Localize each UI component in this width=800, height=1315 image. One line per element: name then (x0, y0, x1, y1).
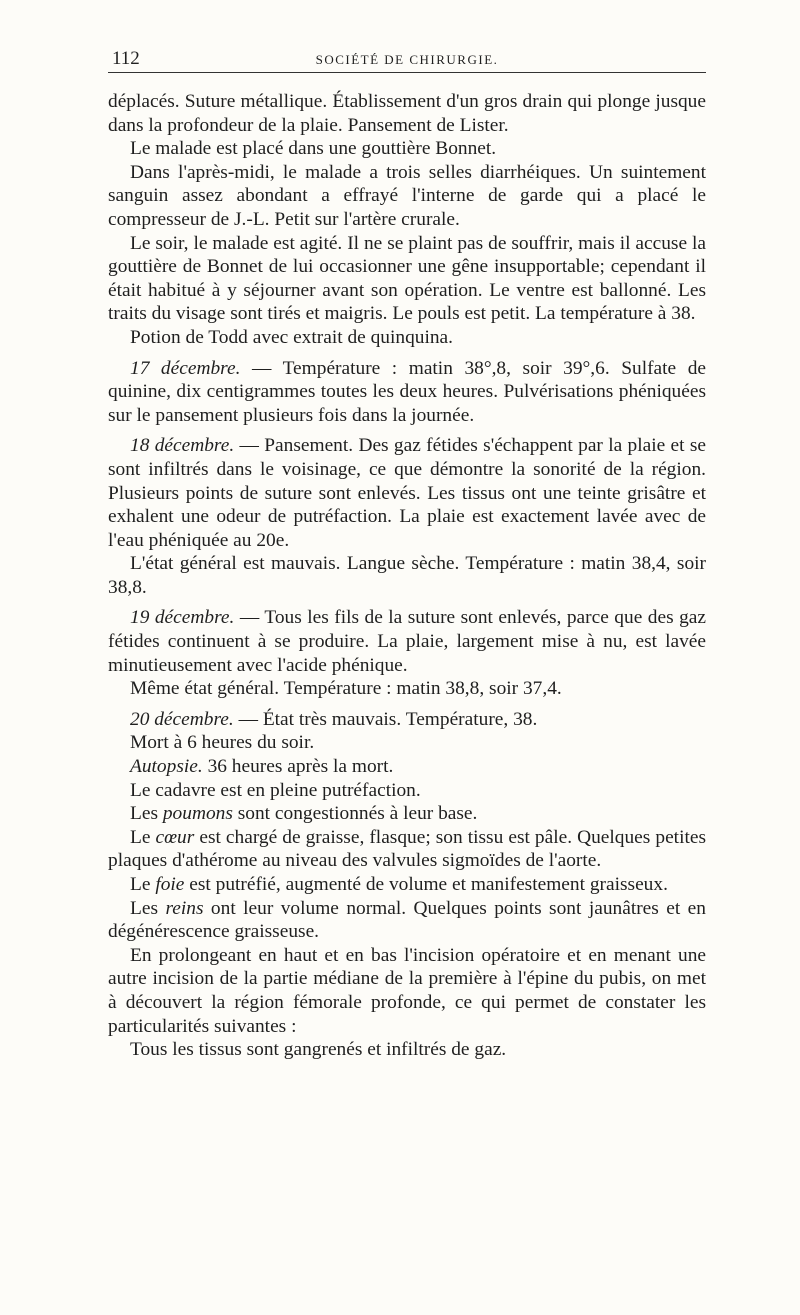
paragraph: Le soir, le malade est agité. Il ne se plaint pas de souffrir, mais il accuse la gouttière de Bonnet de lui occasionner une gêne insupportable; cependant il était habitué à y séjourner avant son opération. Le ventre est ballonné. Les traits du visage sont tirés et maigris. Le pouls est petit. La température à 38. (108, 232, 706, 325)
autopsy-label: Autopsie. (130, 756, 203, 778)
paragraph: L'état général est mauvais. Langue sèche. Température : matin 38,4, soir 38,8. (108, 553, 706, 598)
dated-entry: 20 décembre. — État très mauvais. Température, 38. (130, 708, 538, 730)
entry-date: 17 décembre. (130, 357, 241, 379)
paragraph: Les reins ont leur volume normal. Quelques points sont jaunâtres et en dégénérescence graisseuse. (108, 897, 706, 943)
organ-term: foie (155, 874, 185, 895)
running-header (108, 38, 706, 73)
running-title: SOCIÉTÉ DE CHIRURGIE. (315, 52, 499, 67)
paragraph: Potion de Todd avec extrait de quinquina. (130, 326, 454, 348)
paragraph: Mort à 6 heures du soir. (130, 732, 315, 754)
dated-entry: 17 décembre. — Température : matin 38°,8, soir 39°,6. Sulfate de quinine, dix centigrammes toutes les deux heures. Pulvérisations phéniquées sur le pansement plusieurs fois dans la journée. (108, 357, 706, 426)
organ-term: poumons (162, 803, 233, 825)
entry-date: 20 décembre. (130, 708, 234, 730)
entry-date: 18 décembre. (130, 435, 235, 457)
dated-entry: 19 décembre. — Tous les fils de la suture sont enlevés, parce que des gaz fétides continuent à se produire. La plaie, largement mise à nu, est lavée minutieusement avec l'acide phénique. (108, 607, 706, 676)
organ-term: reins (165, 897, 204, 919)
paragraph: déplacés. Suture métallique. Établissement d'un gros drain qui plonge jusque dans la profondeur de la plaie. Pansement de Lister. (108, 91, 706, 136)
paragraph: Le cadavre est en pleine putréfaction. (130, 779, 421, 801)
autopsy-heading: Autopsie. 36 heures après la mort. (130, 756, 394, 778)
paragraph: En prolongeant en haut et en bas l'incision opératoire et en menant une autre incision de la partie médiane de la première à l'épine du pubis, on met à découvert la région fémorale profonde, ce qui permet de constater les particularités suivantes : (108, 944, 706, 1037)
dated-entry: 18 décembre. — Pansement. Des gaz fétides s'échappent par la plaie et se sont infiltrés dans le voisinage, ce que démontre la sonorité de la région. Plusieurs points de suture sont enlevés. Les tissus ont une teinte grisâtre et exhalent une odeur de putréfaction. La plaie est exactement lavée avec de l'eau phéniquée au 20e. (108, 435, 707, 551)
paragraph: Le malade est placé dans une gouttière Bonnet. (130, 138, 497, 160)
paragraph: Le foie est putréfié, augmenté de volume et manifestement graisseux. (130, 874, 668, 895)
paragraph: Dans l'après-midi, le malade a trois selles diarrhéiques. Un suintement sanguin assez abondant a effrayé l'interne de garde qui a placé le compresseur de J.-L. Petit sur l'artère crurale. (108, 161, 706, 230)
paragraph: Même état général. Température : matin 38,8, soir 37,4. (130, 678, 562, 700)
paragraph: Tous les tissus sont gangrenés et infiltrés de gaz. (130, 1039, 507, 1061)
entry-date: 19 décembre. (130, 607, 235, 629)
organ-term: cœur (155, 826, 195, 848)
page-number: 112 (112, 48, 140, 69)
paragraph: Les poumons sont congestionnés à leur base. (130, 803, 478, 825)
body-text (108, 90, 706, 1062)
paragraph: Le cœur est chargé de graisse, flasque; son tissu est pâle. Quelques petites plaques d'athérome au niveau des valvules sigmoïdes de l'aorte. (108, 826, 706, 872)
